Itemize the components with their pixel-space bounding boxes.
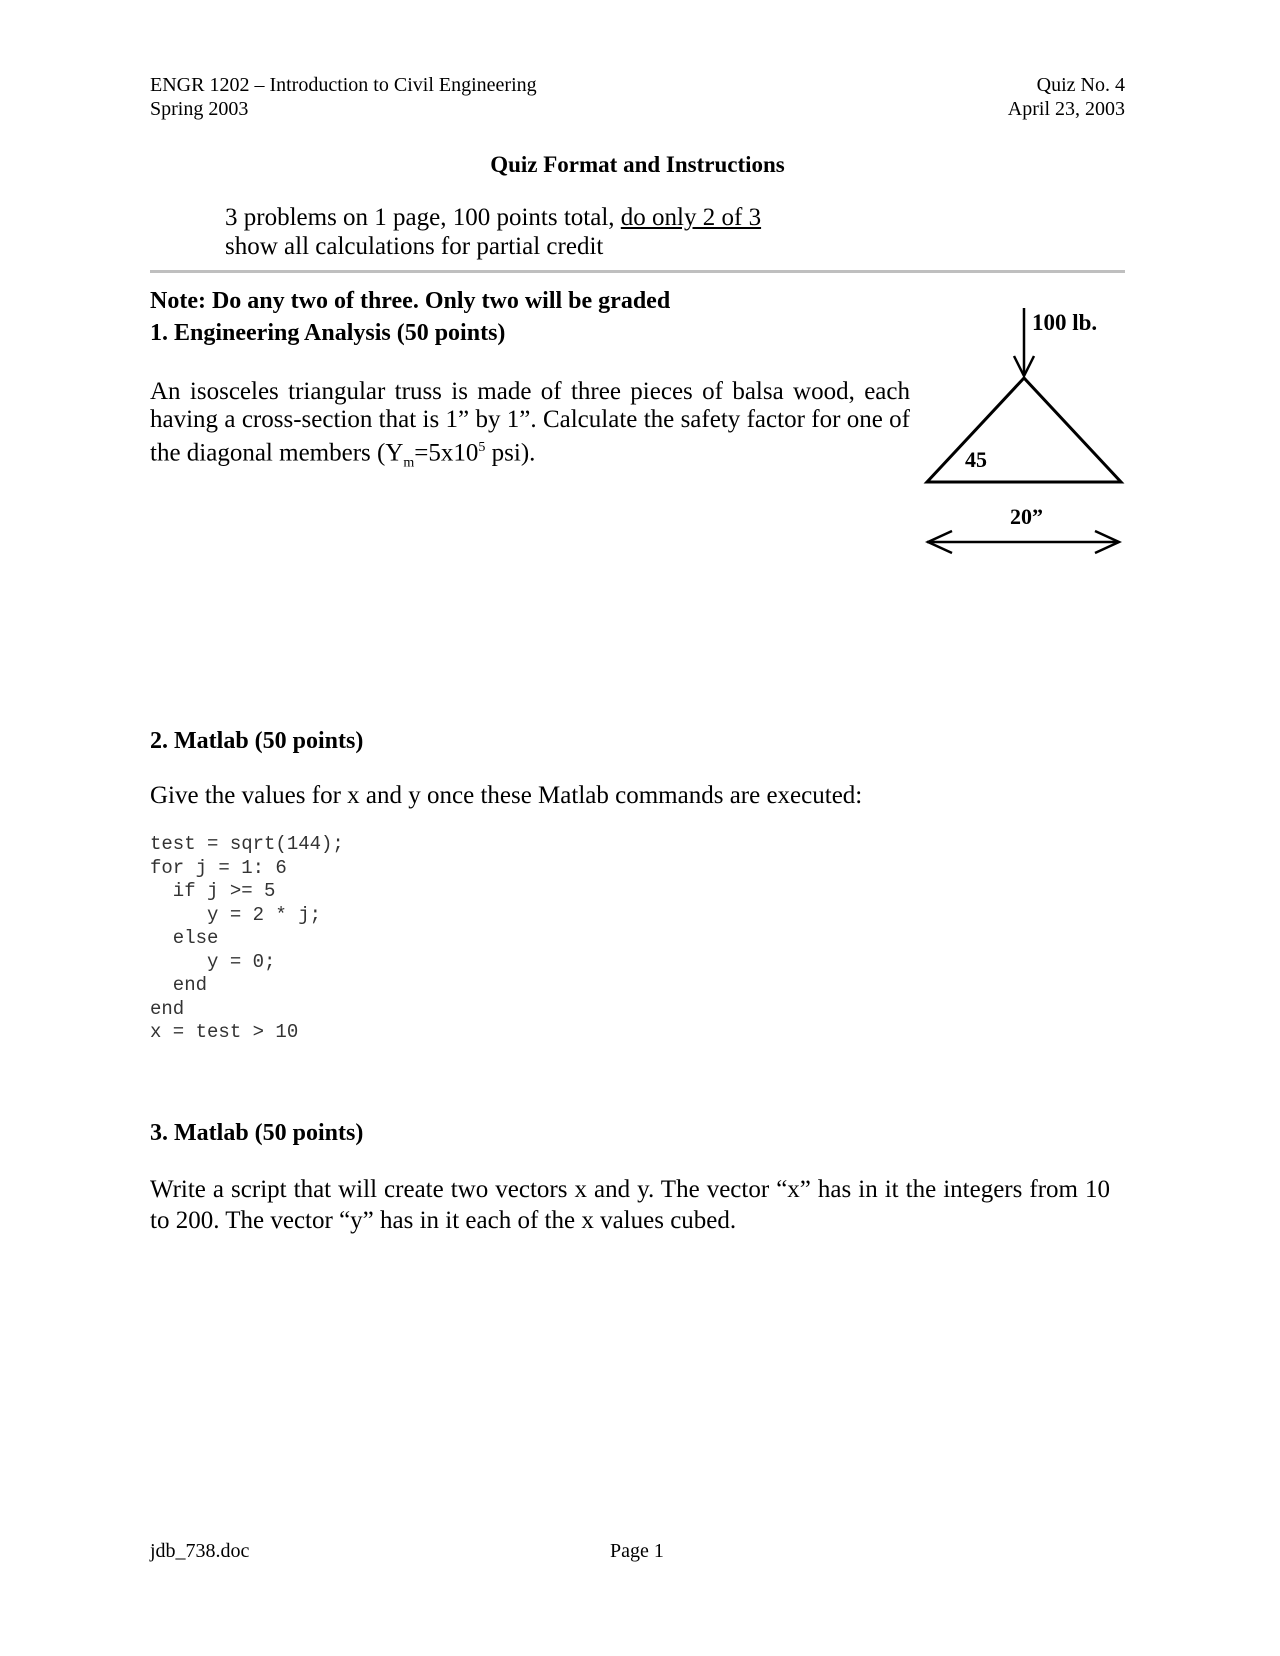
- course-title: ENGR 1202 – Introduction to Civil Engineering: [150, 74, 537, 96]
- problem-1-text-a: An isosceles triangular truss is made of three pieces of balsa wood, each having a cross-section that is 1” by 1”. Calculate the safety factor for one of the diagonal members (Y: [150, 378, 910, 467]
- problem-1-subscript: m: [403, 455, 415, 471]
- code-line: y = 2 * j;: [150, 903, 322, 926]
- problem-3-heading: 3. Matlab (50 points): [150, 1120, 364, 1146]
- span-label: 20”: [1010, 504, 1043, 529]
- code-line: if j >= 5: [150, 880, 276, 902]
- note: Note: Do any two of three. Only two will be graded: [150, 288, 671, 314]
- load-label: 100 lb.: [1032, 310, 1098, 335]
- code-line: test = sqrt(144);: [150, 833, 344, 855]
- term: Spring 2003: [150, 98, 249, 120]
- divider: [150, 270, 1125, 273]
- code-line: x = test > 10: [150, 1021, 299, 1043]
- code-block: [150, 833, 344, 1045]
- instructions-line-1: [225, 203, 761, 232]
- footer-filename: jdb_738.doc: [150, 1540, 250, 1562]
- instructions-text: 3 problems on 1 page, 100 points total,: [225, 204, 621, 231]
- quiz-date: April 23, 2003: [1007, 98, 1125, 120]
- truss-diagram: [900, 290, 1140, 560]
- problem-1-heading: 1. Engineering Analysis (50 points): [150, 320, 506, 346]
- problem-1-text-b: =5x10: [414, 439, 479, 467]
- instructions-line-2: show all calculations for partial credit: [225, 233, 604, 260]
- problem-1-text-c: psi).: [485, 439, 536, 467]
- code-line: for j = 1: 6: [150, 856, 287, 879]
- truss-triangle: [927, 378, 1121, 482]
- code-line: end: [150, 997, 185, 1020]
- problem-2-heading: 2. Matlab (50 points): [150, 728, 364, 754]
- angle-label: 45: [965, 447, 987, 472]
- instructions-emphasis: do only 2 of 3: [620, 204, 762, 231]
- problem-3-text: Write a script that will create two vectors x and y. The vector “x” has in it the integers from 10 to 200. The vector “y” has in it each of the x values cubed.: [150, 1176, 1110, 1234]
- code-line: y = 0;: [150, 950, 276, 973]
- page-number: Page 1: [610, 1540, 664, 1562]
- quiz-number: Quiz No. 4: [1036, 74, 1125, 96]
- problem-2-text: Give the values for x and y once these Matlab commands are executed:: [150, 782, 863, 809]
- code-line: else: [150, 927, 219, 949]
- problem-1-superscript: 5: [478, 440, 486, 455]
- problem-1-text: [150, 378, 910, 477]
- code-line: end: [150, 974, 208, 996]
- page-title: Quiz Format and Instructions: [490, 152, 785, 177]
